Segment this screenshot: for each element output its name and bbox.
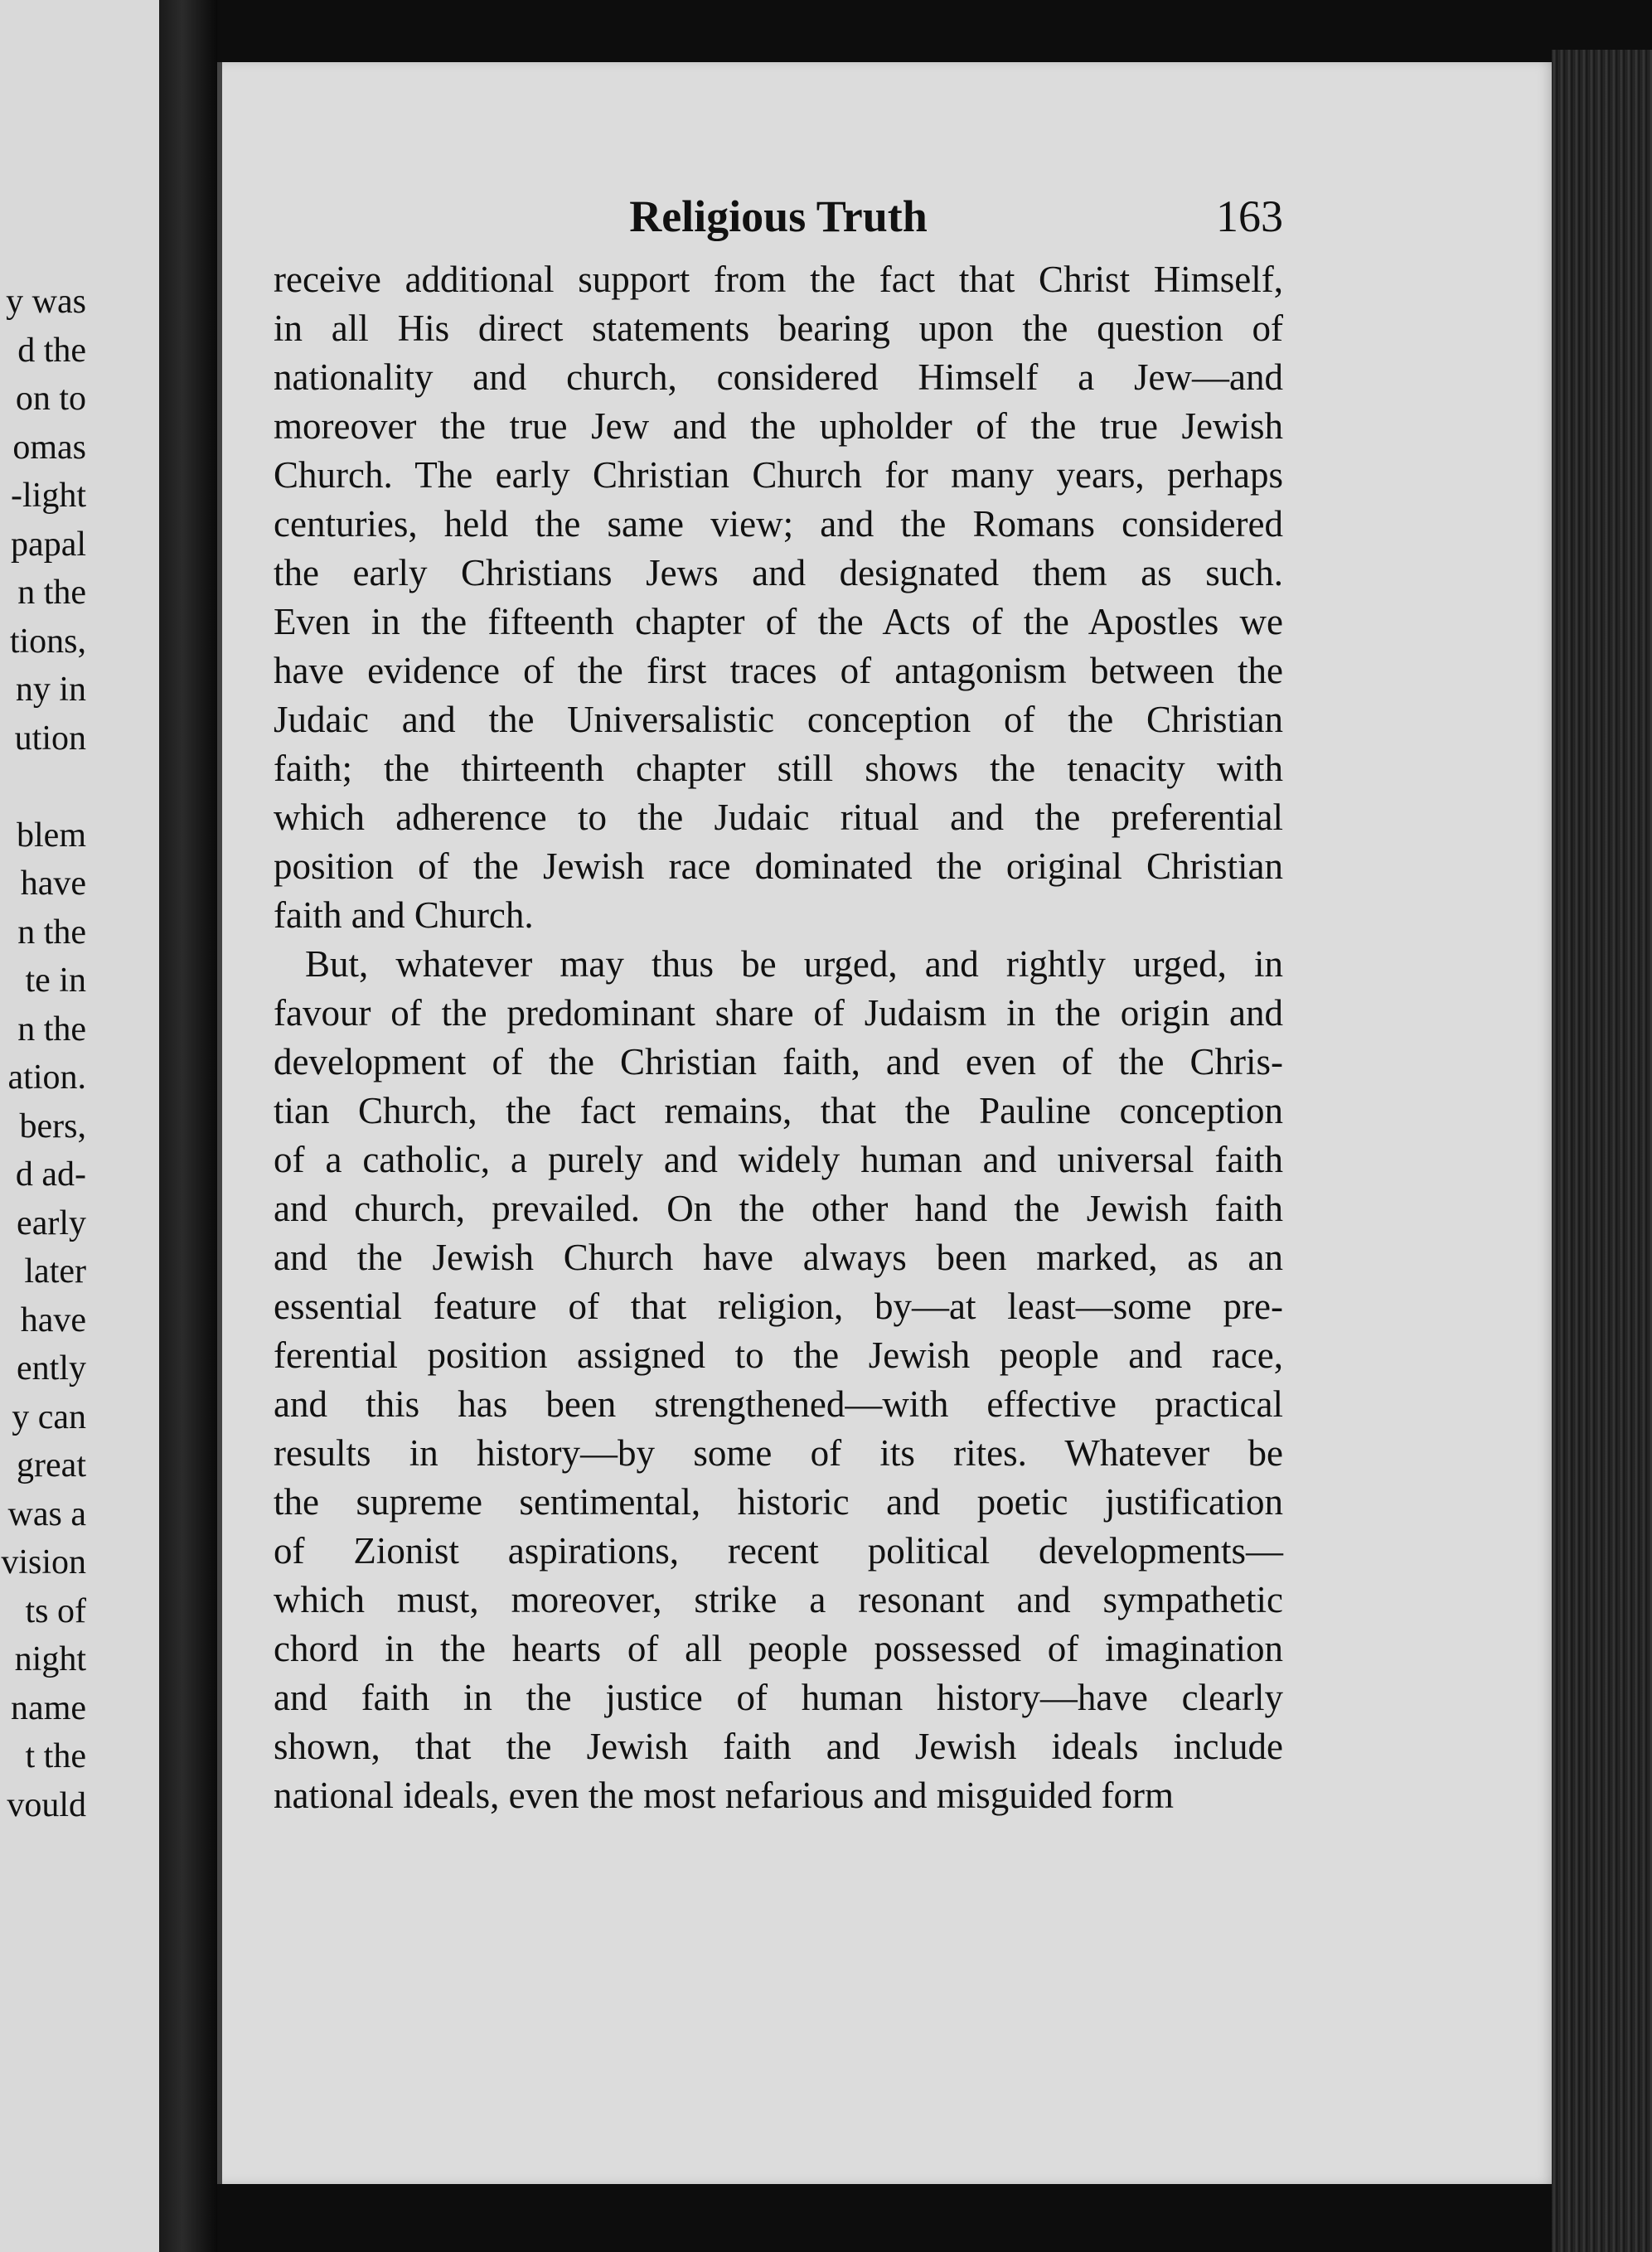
text-line: Church. The early Christian Church for many years, perhaps bbox=[274, 454, 1283, 496]
previous-page-line: vision bbox=[1, 1543, 86, 1581]
text-line: and the Jewish Church have always been marked, as an bbox=[274, 1237, 1283, 1278]
page-edges bbox=[1552, 50, 1652, 2252]
text-line: centuries, held the same view; and the Romans considered bbox=[274, 503, 1283, 545]
previous-page-line: was a bbox=[7, 1494, 86, 1533]
previous-page-line: n the bbox=[17, 913, 86, 952]
previous-page-line: vould bbox=[7, 1785, 86, 1824]
text-line: receive additional support from the fact that Christ Himself, bbox=[274, 259, 1283, 300]
previous-page-line: later bbox=[24, 1252, 86, 1291]
text-line: in all His direct statements bearing upon the question of bbox=[274, 308, 1283, 349]
running-head-title: Religious Truth bbox=[629, 191, 928, 241]
previous-page-line: night bbox=[14, 1640, 86, 1678]
previous-page-line: tions, bbox=[9, 622, 86, 661]
previous-page-line: name bbox=[11, 1688, 86, 1727]
text-line: faith; the thirteenth chapter still shows the tenacity with bbox=[274, 748, 1283, 789]
previous-page-line: te in bbox=[25, 961, 86, 1000]
previous-page-line: bers, bbox=[19, 1107, 86, 1145]
previous-page-line: t the bbox=[25, 1737, 86, 1775]
previous-page-line: ently bbox=[17, 1349, 86, 1388]
previous-page-line: y can bbox=[12, 1397, 86, 1436]
page-number: 163 bbox=[1216, 191, 1283, 241]
text-line: ferential position assigned to the Jewish people and race, bbox=[274, 1334, 1283, 1376]
previous-page-line: n the bbox=[17, 1010, 86, 1049]
previous-page-line: y was bbox=[6, 283, 86, 321]
text-line: of a catholic, a purely and widely human and universal faith bbox=[274, 1139, 1283, 1180]
text-line: results in history—by some of its rites. Whatever be bbox=[274, 1432, 1283, 1474]
text-line: and church, prevailed. On the other hand the Jewish faith bbox=[274, 1188, 1283, 1229]
text-line: faith and Church. bbox=[274, 894, 534, 936]
previous-page-fragment bbox=[0, 0, 159, 2252]
text-line: position of the Jewish race dominated the original Christian bbox=[274, 845, 1283, 887]
previous-page-line: great bbox=[17, 1446, 86, 1484]
text-line: moreover the true Jew and the upholder of the true Jewish bbox=[274, 405, 1283, 447]
text-line: chord in the hearts of all people possessed of imagination bbox=[274, 1628, 1283, 1669]
previous-page-line: ts of bbox=[25, 1591, 86, 1630]
text-line: Judaic and the Universalistic conception of the Christian bbox=[274, 699, 1283, 740]
text-line: Even in the fifteenth chapter of the Acts of the Apostles we bbox=[274, 601, 1283, 642]
previous-page-line: -light bbox=[11, 477, 86, 515]
previous-page-line: have bbox=[20, 1300, 86, 1339]
previous-page-line: ution bbox=[14, 719, 86, 758]
previous-page-line: papal bbox=[11, 525, 86, 564]
previous-page-line: d the bbox=[17, 331, 86, 370]
previous-page-line: ation. bbox=[7, 1058, 86, 1097]
text-line: of Zionist aspirations, recent political developments— bbox=[274, 1530, 1283, 1572]
previous-page-line: blem bbox=[17, 816, 86, 855]
text-line: nationality and church, considered Himself a Jew—and bbox=[274, 356, 1283, 398]
text-line: and faith in the justice of human history—have clearly bbox=[274, 1677, 1283, 1718]
page-body-text bbox=[274, 255, 1283, 1820]
text-line: shown, that the Jewish faith and Jewish ideals include bbox=[274, 1726, 1283, 1767]
text-line: development of the Christian faith, and even of the Chris- bbox=[274, 1041, 1283, 1082]
running-head bbox=[274, 191, 1283, 257]
previous-page-line: ny in bbox=[15, 671, 86, 709]
previous-page-line: n the bbox=[17, 574, 86, 612]
text-line: essential feature of that religion, by—at least—some pre- bbox=[274, 1286, 1283, 1327]
text-line: But, whatever may thus be urged, and rightly urged, in bbox=[305, 943, 1283, 985]
paragraph bbox=[274, 255, 1283, 940]
previous-page-line: d ad- bbox=[15, 1155, 86, 1194]
previous-page-line: on to bbox=[15, 380, 86, 418]
text-line: national ideals, even the most nefarious and misguided form bbox=[274, 1775, 1174, 1816]
text-line: have evidence of the first traces of antagonism between the bbox=[274, 650, 1283, 691]
text-line: tian Church, the fact remains, that the Pauline conception bbox=[274, 1090, 1283, 1131]
text-line: which adherence to the Judaic ritual and the preferential bbox=[274, 797, 1283, 838]
paragraph bbox=[274, 940, 1283, 1820]
text-line: the supreme sentimental, historic and poetic justification bbox=[274, 1481, 1283, 1523]
text-line: and this has been strengthened—with effective practical bbox=[274, 1383, 1283, 1425]
previous-page-line: have bbox=[20, 864, 86, 903]
text-line: which must, moreover, strike a resonant and sympathetic bbox=[274, 1579, 1283, 1620]
book-gutter bbox=[159, 0, 217, 2252]
text-line: favour of the predominant share of Judaism in the origin and bbox=[274, 992, 1283, 1034]
previous-page-line: omas bbox=[12, 428, 86, 467]
text-line: the early Christians Jews and designated them as such. bbox=[274, 552, 1283, 593]
previous-page-line: early bbox=[17, 1203, 86, 1242]
